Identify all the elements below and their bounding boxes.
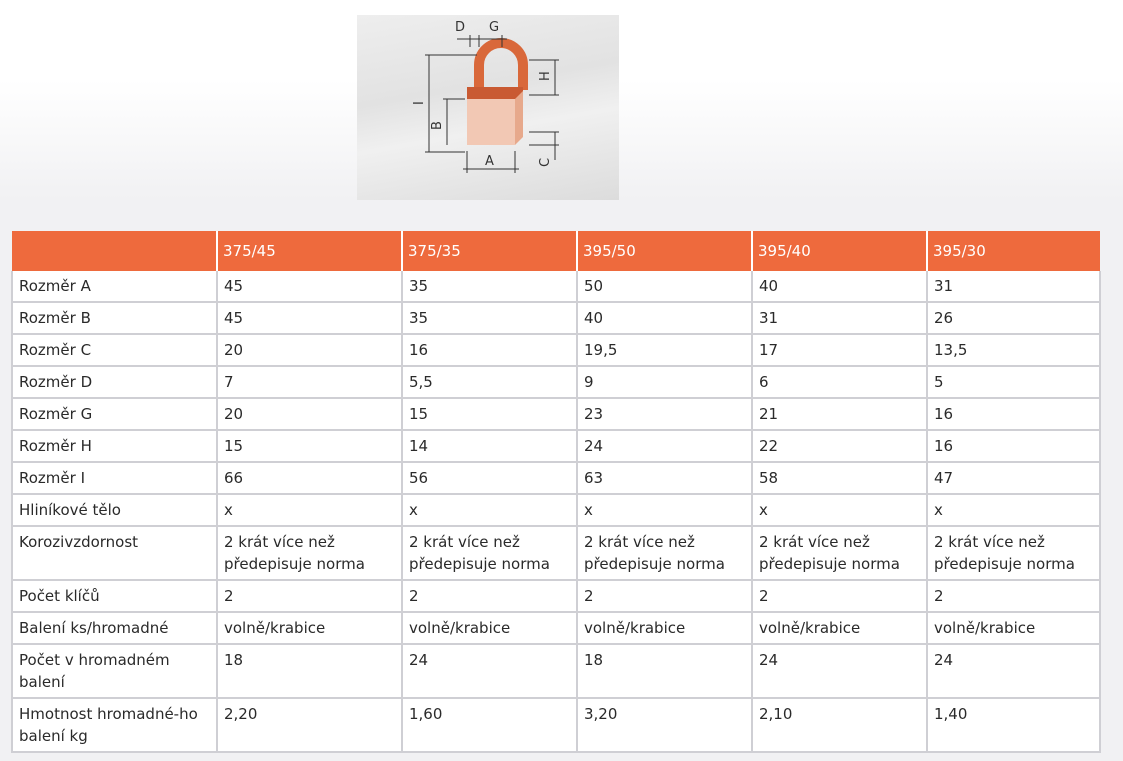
dim-label-a: A <box>485 154 494 169</box>
table-cell: x <box>217 494 402 526</box>
table-cell: 31 <box>752 302 927 334</box>
table-cell: 2 krát více než předepisuje norma <box>402 526 577 580</box>
table-cell: 2 <box>217 580 402 612</box>
row-label: Rozměr A <box>12 271 217 302</box>
table-cell: 15 <box>217 430 402 462</box>
table-cell: volně/krabice <box>217 612 402 644</box>
row-label: Rozměr D <box>12 366 217 398</box>
table-row <box>12 644 1100 698</box>
row-label: Rozměr C <box>12 334 217 366</box>
table-cell: 20 <box>217 398 402 430</box>
header-cell: 395/50 <box>577 231 752 271</box>
table-row <box>12 462 1100 494</box>
row-label: Hmotnost hromadné-ho balení kg <box>12 698 217 752</box>
table-row <box>12 612 1100 644</box>
table-cell: 6 <box>752 366 927 398</box>
row-label: Korozivzdornost <box>12 526 217 580</box>
padlock-body-side <box>515 91 523 145</box>
table-cell: x <box>577 494 752 526</box>
padlock-top-band <box>467 87 523 99</box>
table-row <box>12 430 1100 462</box>
table-cell: 15 <box>402 398 577 430</box>
dim-label-b: B <box>430 121 445 130</box>
table-row <box>12 698 1100 752</box>
row-label: Rozměr H <box>12 430 217 462</box>
table-cell: 22 <box>752 430 927 462</box>
table-cell: 21 <box>752 398 927 430</box>
table-cell: 2,10 <box>752 698 927 752</box>
header-cell: 375/45 <box>217 231 402 271</box>
table-cell: 24 <box>402 644 577 698</box>
dim-label-i: I <box>412 101 427 105</box>
table-cell: 31 <box>927 271 1100 302</box>
table-cell: 2 krát více než předepisuje norma <box>577 526 752 580</box>
table-cell: x <box>752 494 927 526</box>
table-cell: 66 <box>217 462 402 494</box>
table-row <box>12 334 1100 366</box>
table-cell: 2,20 <box>217 698 402 752</box>
table-cell: 5 <box>927 366 1100 398</box>
row-label: Počet klíčů <box>12 580 217 612</box>
table-cell: 7 <box>217 366 402 398</box>
table-cell: 2 krát více než předepisuje norma <box>217 526 402 580</box>
table-cell: 26 <box>927 302 1100 334</box>
padlock-spec-table <box>11 231 1101 753</box>
table-cell: volně/krabice <box>577 612 752 644</box>
table-row <box>12 271 1100 302</box>
table-cell: 23 <box>577 398 752 430</box>
table-cell: 56 <box>402 462 577 494</box>
row-label: Balení ks/hromadné <box>12 612 217 644</box>
table-cell: volně/krabice <box>402 612 577 644</box>
table-cell: 2 <box>402 580 577 612</box>
table-cell: 24 <box>752 644 927 698</box>
dim-label-g: G <box>489 20 500 35</box>
row-label: Počet v hromadném balení <box>12 644 217 698</box>
table-cell: x <box>402 494 577 526</box>
table-cell: 50 <box>577 271 752 302</box>
table-cell: 2 krát více než předepisuje norma <box>927 526 1100 580</box>
table-cell: 18 <box>577 644 752 698</box>
padlock-shackle <box>479 43 523 90</box>
header-cell: 375/35 <box>402 231 577 271</box>
header-cell <box>12 231 217 271</box>
dim-label-h: H <box>538 71 553 81</box>
table-cell: 14 <box>402 430 577 462</box>
table-cell: 47 <box>927 462 1100 494</box>
table-cell: 24 <box>927 644 1100 698</box>
padlock-dimension-diagram <box>357 15 619 200</box>
table-cell: 16 <box>927 398 1100 430</box>
table-cell: 1,60 <box>402 698 577 752</box>
table-cell: 13,5 <box>927 334 1100 366</box>
table-cell: 20 <box>217 334 402 366</box>
header-row <box>12 231 1100 271</box>
table-row <box>12 398 1100 430</box>
table-cell: 24 <box>577 430 752 462</box>
row-label: Hliníkové tělo <box>12 494 217 526</box>
table-row <box>12 494 1100 526</box>
table-cell: 40 <box>577 302 752 334</box>
table-cell: 16 <box>927 430 1100 462</box>
table-cell: 3,20 <box>577 698 752 752</box>
table-cell: 45 <box>217 271 402 302</box>
table-row <box>12 580 1100 612</box>
table-cell: x <box>927 494 1100 526</box>
table-cell: 35 <box>402 302 577 334</box>
table-cell: 17 <box>752 334 927 366</box>
row-label: Rozměr B <box>12 302 217 334</box>
padlock-body-front <box>467 99 515 145</box>
dim-label-c: C <box>538 157 553 167</box>
table-cell: 58 <box>752 462 927 494</box>
table-cell: 2 <box>752 580 927 612</box>
row-label: Rozměr G <box>12 398 217 430</box>
table-cell: 40 <box>752 271 927 302</box>
table-cell: 63 <box>577 462 752 494</box>
header-cell: 395/40 <box>752 231 927 271</box>
table-cell: 19,5 <box>577 334 752 366</box>
table-cell: 35 <box>402 271 577 302</box>
table-row <box>12 526 1100 580</box>
table-row <box>12 366 1100 398</box>
row-label: Rozměr I <box>12 462 217 494</box>
table-cell: volně/krabice <box>752 612 927 644</box>
table-cell: 2 <box>577 580 752 612</box>
table-cell: 2 krát více než předepisuje norma <box>752 526 927 580</box>
table-cell: 5,5 <box>402 366 577 398</box>
table-row <box>12 302 1100 334</box>
table-cell: 16 <box>402 334 577 366</box>
header-cell: 395/30 <box>927 231 1100 271</box>
table-cell: 2 <box>927 580 1100 612</box>
table-cell: volně/krabice <box>927 612 1100 644</box>
table-cell: 45 <box>217 302 402 334</box>
dim-label-d: D <box>455 20 466 35</box>
table-cell: 18 <box>217 644 402 698</box>
padlock-diagram-svg <box>357 15 619 200</box>
table-cell: 9 <box>577 366 752 398</box>
table-cell: 1,40 <box>927 698 1100 752</box>
